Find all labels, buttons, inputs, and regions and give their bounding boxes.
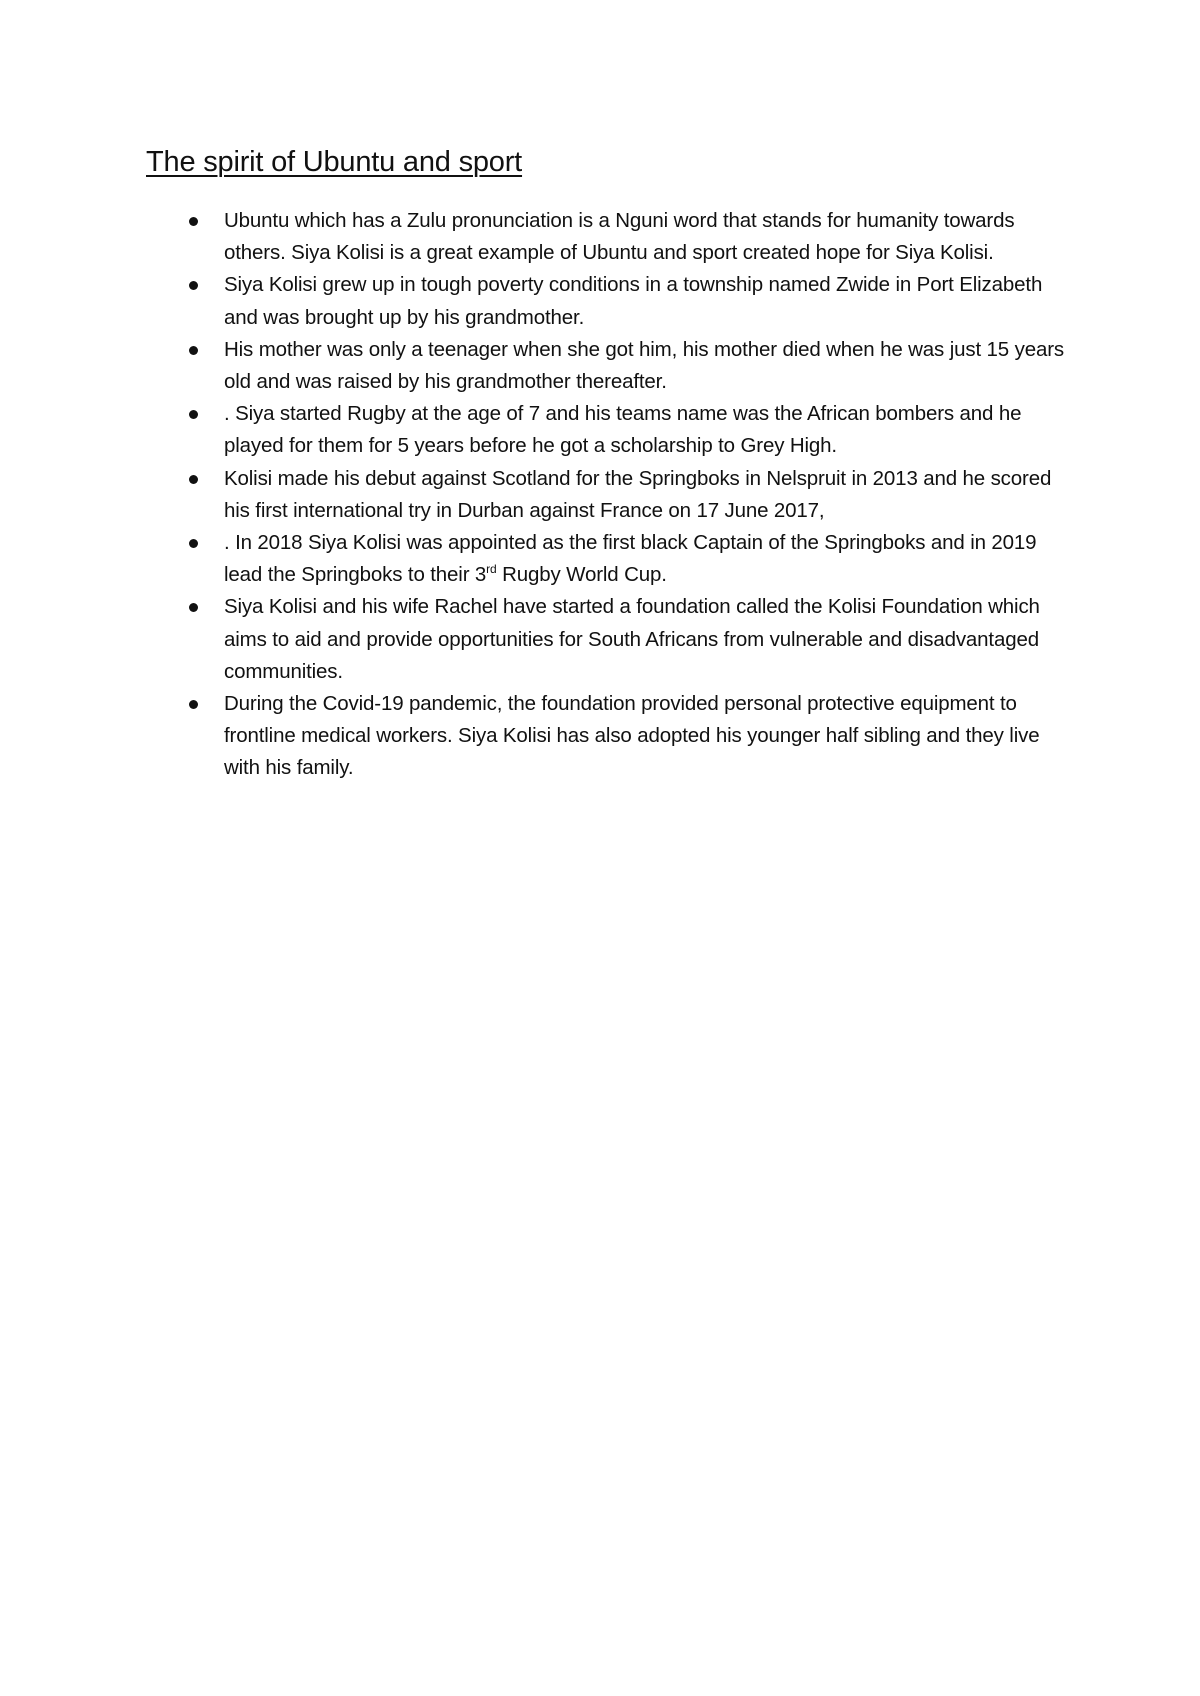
bullet-icon [189,281,198,290]
bullet-text-after-superscript: Rugby World Cup. [496,563,667,587]
ordinal-superscript: rd [486,562,497,577]
bullet-icon [189,217,198,226]
bullet-icon [189,346,198,355]
bullet-item [224,205,1074,269]
bullet-item [224,463,1074,527]
bullet-icon [189,700,198,709]
bullet-icon [189,539,198,548]
bullet-item [224,688,1074,785]
bullet-icon [189,603,198,612]
bullet-text-before-superscript: . In 2018 Siya Kolisi was appointed as the first black Captain of the Springboks and in 2019 lead the Springboks to their 3 [224,531,1037,587]
bullet-icon [189,475,198,484]
document-title: The spirit of Ubuntu and sport [146,146,523,178]
bullet-item [224,269,1074,333]
bullet-text: Kolisi made his debut against Scotland for the Springboks in Nelspruit in 2013 and he scored his first international try in Durban against France on 17 June 2017, [224,466,1052,522]
bullet-text: During the Covid-19 pandemic, the foundation provided personal protective equipment to frontline medical workers. Siya Kolisi has also adopted his younger half sibling and they live with his family. [224,692,1040,780]
bullet-item [224,334,1074,398]
bullet-list [224,205,1074,785]
bullet-text: His mother was only a teenager when she got him, his mother died when he was just 15 years old and was raised by his grandmother thereafter. [224,337,1064,394]
bullet-text: Siya Kolisi grew up in tough poverty conditions in a township named Zwide in Port Elizabeth and was brought up by his grandmother. [224,273,1043,329]
bullet-icon [189,410,198,419]
bullet-text: . Siya started Rugby at the age of 7 and his teams name was the African bombers and he played for them for 5 years before he got a scholarship to Grey High. [224,402,1022,458]
bullet-item [224,398,1074,462]
bullet-item [224,527,1074,591]
bullet-text: Ubuntu which has a Zulu pronunciation is a Nguni word that stands for humanity towards others. Siya Kolisi is a great example of Ubuntu and sport created hope for Siya Kolisi. [224,209,1015,265]
bullet-text: Siya Kolisi and his wife Rachel have started a foundation called the Kolisi Foundation which aims to aid and provide opportunities for South Africans from vulnerable and disadvantaged communities. [224,595,1040,683]
bullet-item [224,591,1074,688]
